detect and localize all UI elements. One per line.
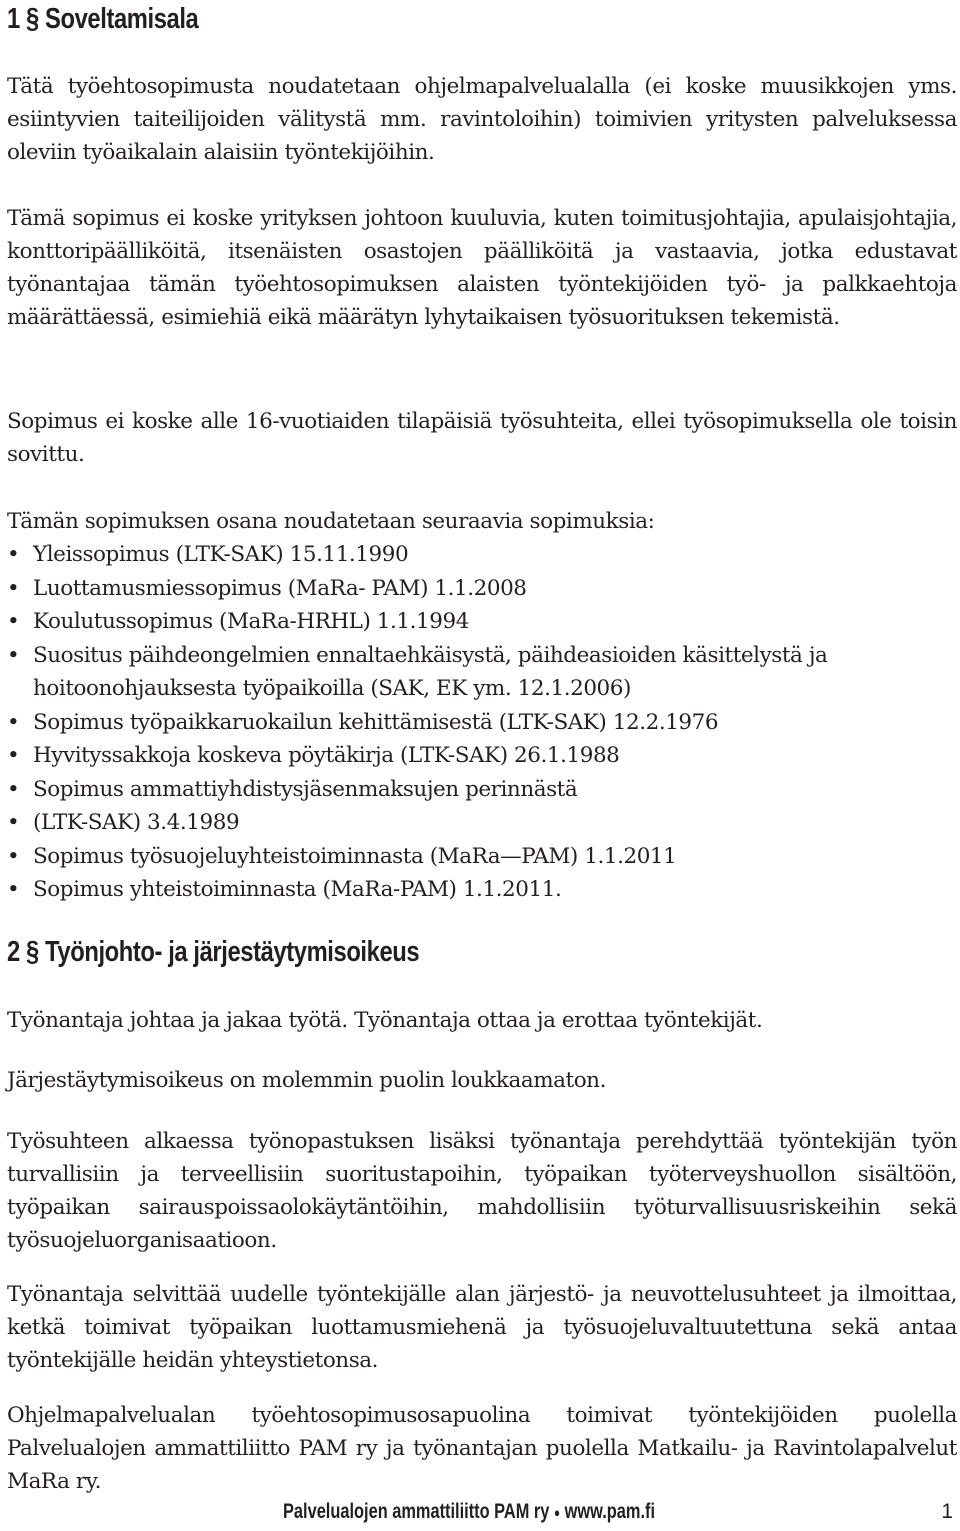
section-2-title: Työnjohto- ja järjestäytymisoikeus — [45, 936, 420, 968]
section-2-paragraph-5: Ohjelmapalvelualan työehtosopimusosapuolina toimivat työntekijöiden puolella Palvelualojen ammattiliitto PAM ry ja työnantajan puolella Matkailu- ja Ravintolapalvelut MaRa ry. — [7, 1403, 957, 1494]
list-item — [7, 840, 957, 874]
bullet: • — [7, 877, 20, 902]
section-2-paragraph-2: Järjestäytymisoikeus on molemmin puolin loukkaamaton. — [7, 1068, 606, 1093]
section-1-paragraph-3: Sopimus ei koske alle 16-vuotiaiden tilapäisiä työsuhteita, ellei työsopimuksella ole toisin sovittu. — [7, 409, 957, 467]
list-item-text: Sopimus työpaikkaruokailun kehittämisestä (LTK-SAK) 12.2.1976 — [33, 709, 719, 735]
footer-website-link[interactable]: www.pam.fi — [564, 1500, 656, 1523]
list-item-text: Luottamusmiessopimus (MaRa- PAM) 1.1.2008 — [33, 575, 527, 601]
bullet: • — [7, 810, 20, 835]
list-item-text: Sopimus työsuojeluyhteistoiminnasta (MaRa—PAM) 1.1.2011 — [33, 843, 677, 869]
list-item — [7, 773, 957, 807]
agreements-list — [7, 538, 957, 907]
bullet: • — [7, 575, 20, 601]
bullet: • — [7, 709, 20, 735]
page-footer — [7, 1500, 957, 1530]
bullet: • — [7, 843, 20, 869]
bullet: • — [7, 642, 20, 668]
list-item-text: Koulutussopimus (MaRa-HRHL) 1.1.1994 — [33, 609, 469, 634]
section-1-title: Soveltamisala — [45, 3, 199, 35]
section-2-paragraph-4: Työnantaja selvittää uudelle työntekijälle alan järjestö- ja neuvottelusuhteet ja ilmoittaa, ketkä toimivat työpaikan luottamusmiehenä ja työsuojeluvaltuutettuna sekä antaa työntekijälle heidän yhteystietonsa. — [7, 1282, 957, 1373]
section-1-heading — [7, 0, 198, 38]
section-1-paragraph-2: Tämä sopimus ei koske yrityksen johtoon kuuluvia, kuten toimitusjohtajia, apulaisjohtajia, konttoripäälliköitä, itsenäisten osastojen päälliköitä ja vastaavia, jotka edustavat työnantajaa tämän työehtosopimuksen alaisten työntekijöiden työ- ja palkkaehtoja määrättäessä, esimiehiä eikä määrätyn lyhytaikaisen työsuorituksen tekemistä. — [7, 206, 957, 330]
section-2-paragraph-3: Työsuhteen alkaessa työnopastuksen lisäksi työnantaja perehdyttää työntekijän työn turvallisiin ja terveellisiin suoritustapoihin, työpaikan työterveyshuollon sisältöön, työpaikan sairauspoissaolokäytäntöihin, mahdollisiin työturvallisuusriskeihin sekä työsuojeluorganisaatioon. — [7, 1129, 957, 1253]
footer-organization: Palvelualojen ammattiliitto PAM ry — [283, 1500, 550, 1523]
list-item — [7, 639, 957, 706]
list-item — [7, 538, 957, 572]
list-item — [7, 739, 957, 773]
list-item-text: Suositus päihdeongelmien ennaltaehkäisystä, päihdeasioiden käsittelystä ja hoitoonohjauksesta työpaikoilla (SAK, EK ym. 12.1.2006) — [33, 642, 828, 701]
list-item — [7, 572, 957, 606]
section-2-paragraph-1: Työnantaja johtaa ja jakaa työtä. Työnantaja ottaa ja erottaa työntekijät. — [7, 1008, 763, 1033]
list-item — [7, 706, 957, 740]
section-2-number: 2 — [7, 936, 20, 968]
page-number: 1 — [941, 1500, 953, 1523]
section-symbol: § — [26, 936, 39, 968]
section-1-number: 1 — [7, 3, 20, 35]
section-1-paragraph-1: Tätä työehtosopimusta noudatetaan ohjelmapalvelualalla (ei koske muusikkojen yms. esiintyvien taiteilijoiden välitystä mm. ravintoloihin) toimivien yritysten palveluksessa oleviin työaikalain alaisiin työntekijöihin. — [7, 74, 957, 165]
section-symbol: § — [26, 3, 39, 35]
footer-credit — [283, 1500, 655, 1524]
list-item — [7, 806, 957, 840]
section-2-heading — [7, 933, 419, 971]
bullet: • — [7, 542, 20, 567]
bullet: • — [7, 609, 20, 634]
list-item-text: Sopimus ammattiyhdistysjäsenmaksujen perinnästä — [33, 776, 578, 802]
section-1-list-intro: Tämän sopimuksen osana noudatetaan seuraavia sopimuksia: — [7, 509, 655, 534]
list-item — [7, 873, 957, 907]
list-item-text: (LTK-SAK) 3.4.1989 — [33, 810, 240, 835]
list-item-text: Yleissopimus (LTK-SAK) 15.11.1990 — [33, 542, 409, 567]
list-item-text: Sopimus yhteistoiminnasta (MaRa-PAM) 1.1.2011. — [33, 877, 562, 902]
footer-separator-icon: ● — [553, 1504, 561, 1520]
list-item-text: Hyvityssakkoja koskeva pöytäkirja (LTK-SAK) 26.1.1988 — [33, 743, 620, 768]
list-item — [7, 605, 957, 639]
bullet: • — [7, 776, 20, 802]
bullet: • — [7, 743, 20, 768]
